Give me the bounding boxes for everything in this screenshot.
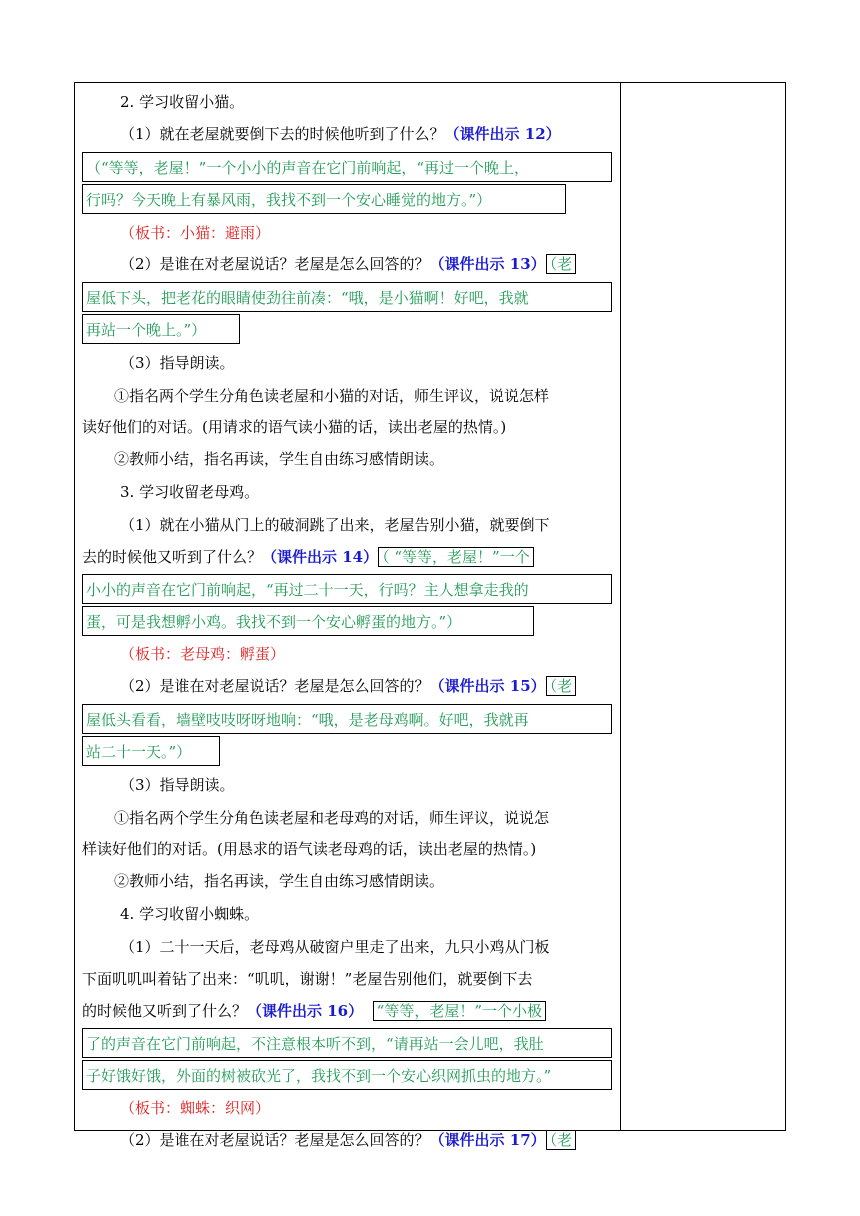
step-line: ①指名两个学生分角色读老屋和小猫的对话，师生评议，说说怎样 <box>114 387 550 405</box>
courseware-quote: （“等等，老屋！”一个小小的声音在它门前响起，“再过一个晚上， <box>82 152 612 182</box>
courseware-quote: 小小的声音在它门前响起，“再过二十一天，行吗？主人想拿走我的 <box>82 574 612 604</box>
courseware-quote: 再站一个晚上。”） <box>82 314 240 344</box>
question-line: 的时候他又听到了什么？（课件出示 16） “等等，老屋！”一个小极 <box>82 996 546 1026</box>
courseware-label: （课件出示 16） <box>247 1002 364 1020</box>
courseware-quote: 了的声音在它门前响起，不注意根本听不到，“请再站一会儿吧，我肚 <box>82 1028 612 1058</box>
question-line: 下面叽叽叫着钻了出来：“叽叽，谢谢！”老屋告别他们，就要倒下去 <box>82 970 533 988</box>
question-line: （1）就在小猫从门上的破洞跳了出来，老屋告别小猫，就要倒下 <box>120 516 550 534</box>
section-heading-hen: 3. 学习收留老母鸡。 <box>120 483 260 501</box>
courseware-quote: 子好饿好饿，外面的树被砍光了，我找不到一个安心织网抓虫的地方。” <box>82 1060 612 1090</box>
question-line: （2）是谁在对老屋说话？老屋是怎么回答的？（课件出示 17） （老 <box>82 1125 576 1155</box>
step-line: 样读好他们的对话。(用恳求的语气读老母鸡的话，读出老屋的热情。) <box>82 840 537 858</box>
courseware-quote: “等等，老屋！”一个小极 <box>373 1001 546 1021</box>
board-note: （板书：蜘蛛：织网） <box>120 1099 271 1117</box>
step-line: （3）指导朗读。 <box>120 354 235 372</box>
courseware-quote: （ “等等，老屋！”一个 <box>378 547 534 567</box>
section-heading-spider: 4. 学习收留小蜘蛛。 <box>120 905 260 923</box>
question-line: （1）二十一天后，老母鸡从破窗户里走了出来，九只小鸡从门板 <box>120 938 550 956</box>
question-line: （2）是谁在对老屋说话？老屋是怎么回答的？（课件出示 13） （老 <box>82 249 576 279</box>
step-line: （3）指导朗读。 <box>120 776 235 794</box>
courseware-quote: 蛋，可是我想孵小鸡。我找不到一个安心孵蛋的地方。”） <box>82 606 534 636</box>
question-line: 去的时候他又听到了什么？（课件出示 14） （ “等等，老屋！”一个 <box>82 542 534 572</box>
courseware-label: （课件出示 14） <box>262 548 379 566</box>
question-line: （2）是谁在对老屋说话？老屋是怎么回答的？（课件出示 15） （老 <box>82 671 576 701</box>
courseware-label: （课件出示 17） <box>429 1131 546 1149</box>
courseware-label: （课件出示 15） <box>429 677 546 695</box>
courseware-label: （课件出示 13） <box>429 255 546 273</box>
courseware-quote: 屋低下头，把老花的眼睛使劲往前凑：“哦，是小猫啊！好吧，我就 <box>82 282 612 312</box>
courseware-quote: 行吗？今天晚上有暴风雨，我找不到一个安心睡觉的地方。”） <box>82 184 566 214</box>
board-note: （板书：小猫：避雨） <box>120 224 271 242</box>
courseware-quote: （老 <box>546 676 577 696</box>
courseware-quote: 屋低头看看，墙壁吱吱呀呀地响：“哦，是老母鸡啊。好吧，我就再 <box>82 704 612 734</box>
courseware-label: （课件出示 12） <box>444 125 561 143</box>
step-line: ②教师小结，指名再读，学生自由练习感情朗读。 <box>114 450 445 468</box>
courseware-quote: 站二十一天。”） <box>82 736 220 766</box>
board-note: （板书：老母鸡：孵蛋） <box>120 645 286 663</box>
column-divider <box>620 82 621 1131</box>
courseware-quote: （老 <box>546 254 577 274</box>
step-line: ②教师小结，指名再读，学生自由练习感情朗读。 <box>114 872 445 890</box>
step-line: 读好他们的对话。(用请求的语气读小猫的话，读出老屋的热情。) <box>82 418 507 436</box>
question-line: （1）就在老屋就要倒下去的时候他听到了什么？（课件出示 12） <box>120 125 561 143</box>
section-heading-kitten: 2. 学习收留小猫。 <box>120 93 245 111</box>
courseware-quote: （老 <box>546 1130 577 1150</box>
step-line: ①指名两个学生分角色读老屋和老母鸡的对话，师生评议，说说怎 <box>114 809 550 827</box>
